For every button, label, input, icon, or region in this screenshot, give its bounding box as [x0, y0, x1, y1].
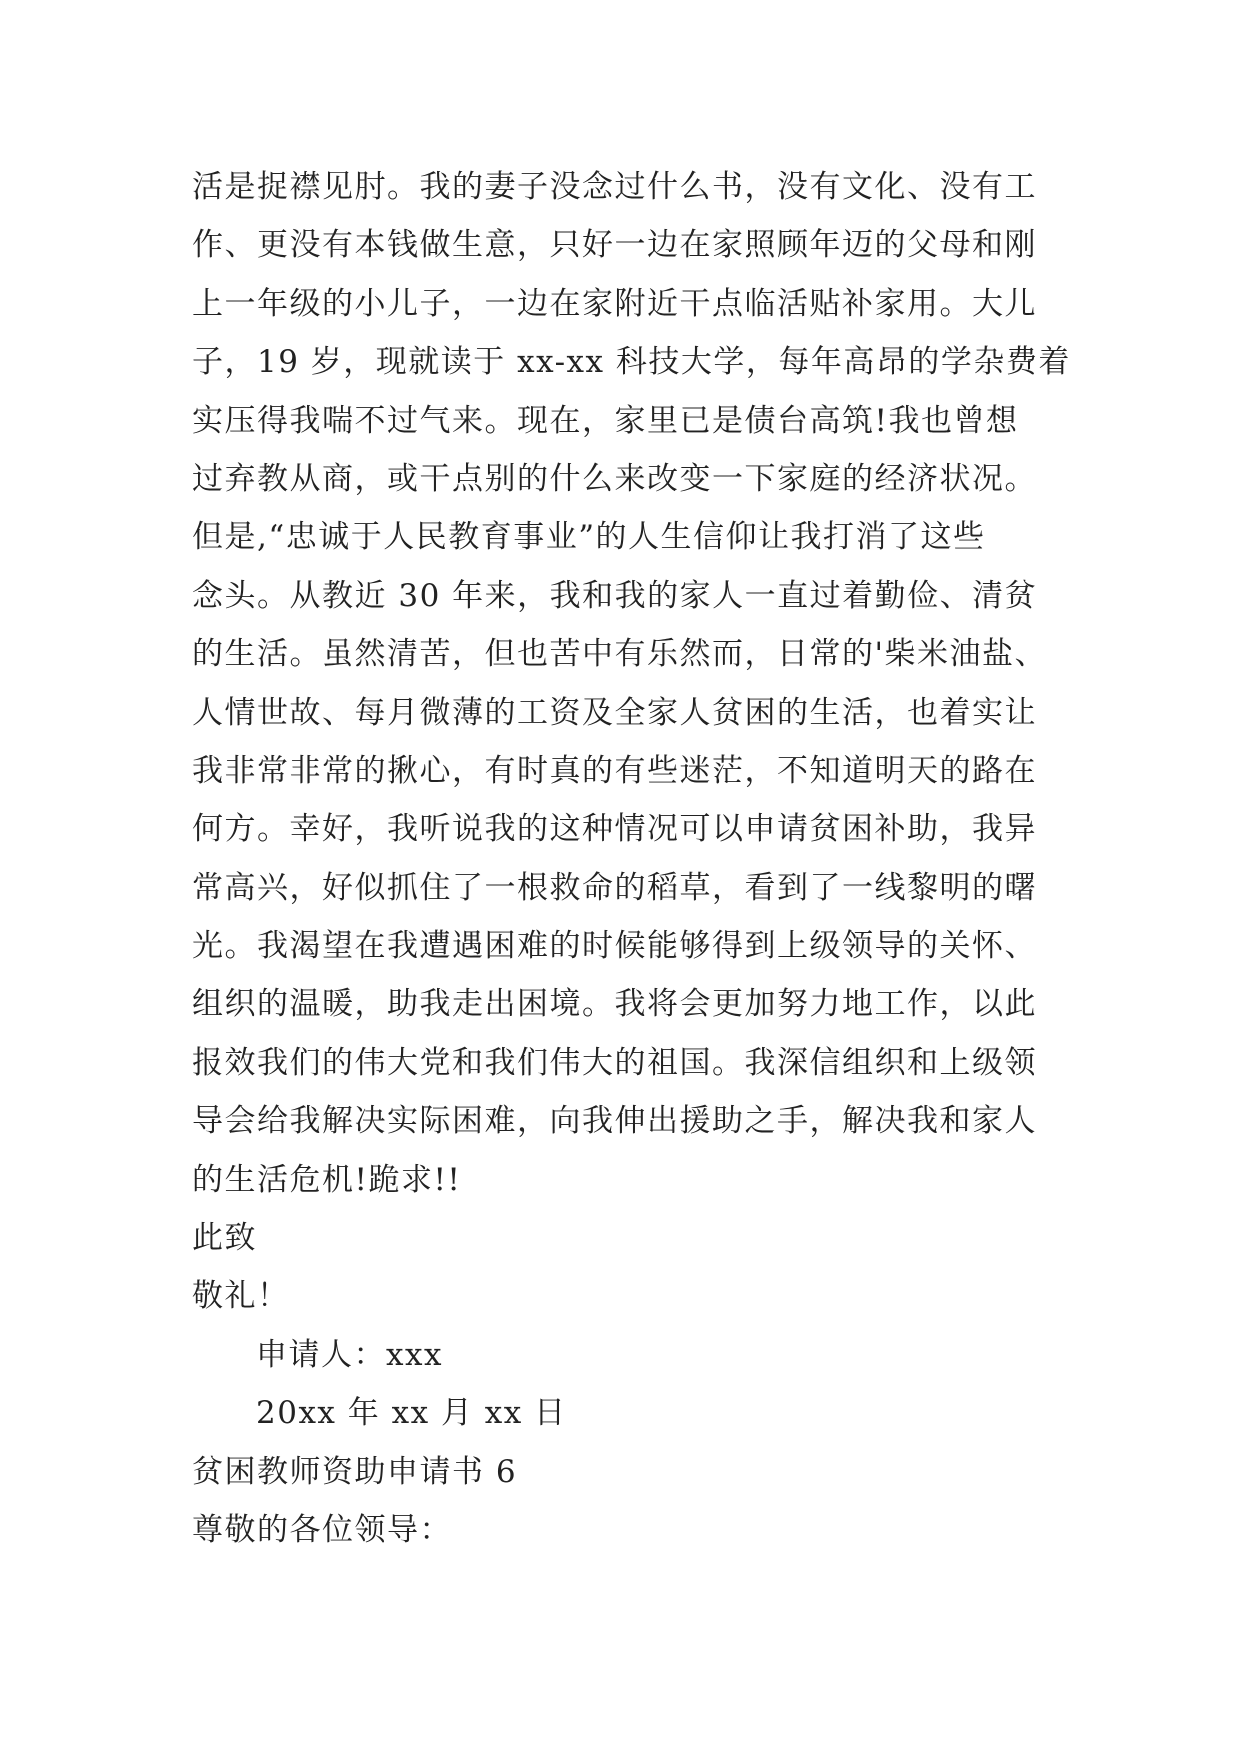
body-line-13: 常高兴，好似抓住了一根救命的稻草，看到了一线黎明的曙 — [192, 869, 1037, 906]
closing-phrase: 此致 — [192, 1220, 257, 1257]
body-line-18: 的生活危机!跪求!! — [192, 1161, 462, 1198]
body-line-6: 过弃教从商，或干点别的什么来改变一下家庭的经济状况。 — [192, 460, 1037, 497]
body-line-15: 组织的温暖，助我走出困境。我将会更加努力地工作，以此 — [192, 986, 1037, 1023]
salute-phrase: 敬礼！ — [192, 1278, 290, 1315]
body-line-10: 人情世故、每月微薄的工资及全家人贫困的生活，也着实让 — [192, 694, 1037, 731]
letter-body — [192, 158, 1072, 1559]
body-line-16: 报效我们的伟大党和我们伟大的祖国。我深信组织和上级领 — [192, 1044, 1037, 1081]
next-letter-greeting: 尊敬的各位领导： — [192, 1511, 452, 1548]
applicant-signature: 申请人：xxx — [256, 1336, 443, 1373]
body-line-2: 作、更没有本钱做生意，只好一边在家照顾年迈的父母和刚 — [192, 227, 1037, 264]
next-letter-title: 贫困教师资助申请书 6 — [192, 1453, 518, 1490]
body-line-14: 光。我渴望在我遭遇困难的时候能够得到上级领导的关怀、 — [192, 928, 1037, 965]
body-line-3: 上一年级的小儿子，一边在家附近干点临活贴补家用。大儿 — [192, 285, 1037, 322]
body-line-8: 念头。从教近 30 年来，我和我的家人一直过着勤俭、清贫 — [192, 577, 1038, 614]
body-line-12: 何方。幸好，我听说我的这种情况可以申请贫困补助，我异 — [192, 811, 1037, 848]
body-line-7: 但是,“忠诚于人民教育事业”的人生信仰让我打消了这些 — [192, 519, 986, 556]
body-line-11: 我非常非常的揪心，有时真的有些迷茫，不知道明天的路在 — [192, 752, 1037, 789]
body-line-17: 导会给我解决实际困难，向我伸出援助之手，解决我和家人 — [192, 1103, 1037, 1140]
body-line-5: 实压得我喘不过气来。现在，家里已是债台高筑!我也曾想 — [192, 402, 1019, 439]
body-line-1: 活是捉襟见肘。我的妻子没念过什么书，没有文化、没有工 — [192, 169, 1037, 205]
body-line-4: 子，19 岁，现就读于 xx-xx 科技大学，每年高昂的学杂费着 — [192, 344, 1071, 381]
body-line-9: 的生活。虽然清苦，但也苦中有乐然而，日常的'柴米油盐、 — [192, 636, 1048, 673]
letter-date: 20xx 年 xx 月 xx 日 — [256, 1395, 567, 1432]
